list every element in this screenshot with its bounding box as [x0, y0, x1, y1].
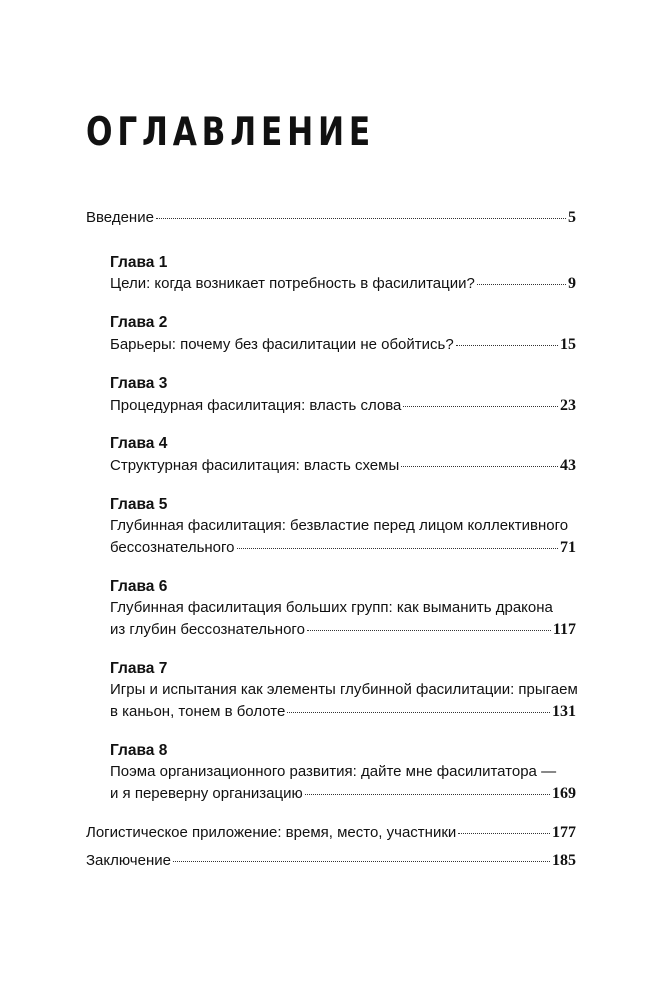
chapter-heading: Глава 6: [110, 578, 168, 595]
toc-page-number: 169: [552, 785, 576, 802]
toc-page-number: 117: [552, 621, 576, 638]
chapter-heading: Глава 2: [110, 314, 168, 331]
chapter-heading: Глава 3: [110, 375, 168, 392]
toc-entry-conclusion[interactable]: [86, 851, 576, 871]
chapter-heading: Глава 4: [110, 435, 168, 452]
chapter-heading: Глава 8: [110, 742, 168, 759]
toc-entry-label-line1: Поэма организационного развития: дайте мне фасилитатора —: [110, 763, 557, 780]
toc-entry-label-line1: Игры и испытания как элементы глубинной фасилитации: прыгаем: [110, 681, 578, 698]
toc-entry-label-line1: Глубинная фасилитация: безвластие перед лицом коллективного: [110, 517, 569, 534]
toc-entry-label: Структурная фасилитация: власть схемы: [110, 457, 400, 474]
toc-entry-chapter-1[interactable]: [110, 274, 576, 294]
chapter-heading: Глава 7: [110, 660, 168, 677]
toc-entry-chapter-8[interactable]: [110, 784, 576, 804]
toc-entry-chapter-2[interactable]: [110, 335, 576, 355]
dot-leader: [307, 629, 551, 631]
toc-entry-chapter-5[interactable]: [110, 538, 576, 558]
toc-page-number: 43: [560, 457, 576, 474]
toc-entry-appendix[interactable]: [86, 823, 576, 843]
chapter-heading: Глава 1: [110, 254, 168, 271]
toc-entry-chapter-6[interactable]: [110, 620, 576, 640]
toc-entry-label: Введение: [86, 209, 154, 226]
toc-entry-label: Заключение: [86, 852, 171, 869]
dot-leader: [456, 344, 558, 346]
toc-entry-chapter-7[interactable]: [110, 702, 576, 722]
dot-leader: [458, 832, 550, 834]
toc-entry-chapter-4[interactable]: [110, 456, 576, 476]
toc-entry-label: Цели: когда возникает потребность в фасилитации?: [110, 275, 475, 292]
dot-leader: [237, 547, 558, 549]
toc-entry-label: Барьеры: почему без фасилитации не обойтись?: [110, 336, 454, 353]
dot-leader: [156, 217, 566, 219]
dot-leader: [401, 465, 558, 467]
toc-entry-label: Логистическое приложение: время, место, участники: [86, 824, 457, 841]
toc-entry-label: из глубин бессознательного: [110, 621, 305, 638]
dot-leader: [287, 711, 550, 713]
toc-entry-label: и я переверну организацию: [110, 785, 303, 802]
toc-page-number: 185: [552, 852, 576, 869]
toc-entry-label: в каньон, тонем в болоте: [110, 703, 286, 720]
dot-leader: [173, 860, 550, 862]
toc-page-number: 177: [552, 824, 576, 841]
toc-entry-chapter-3[interactable]: [110, 396, 576, 416]
toc-entry-label: бессознательного: [110, 539, 235, 556]
dot-leader: [403, 405, 558, 407]
toc-page-number: 9: [568, 275, 576, 292]
toc-entry-label: Процедурная фасилитация: власть слова: [110, 397, 402, 414]
toc-entry-label-line1: Глубинная фасилитация больших групп: как выманить дракона: [110, 599, 553, 616]
toc-page-number: 15: [560, 336, 576, 353]
toc-page-number: 131: [552, 703, 576, 720]
toc-entry-intro[interactable]: [86, 208, 576, 228]
chapter-heading: Глава 5: [110, 496, 168, 513]
dot-leader: [477, 283, 566, 285]
dot-leader: [305, 793, 550, 795]
page-title: ОГЛАВЛЕНИЕ: [86, 110, 376, 155]
toc-page-number: 71: [560, 539, 576, 556]
toc-page-number: 23: [560, 397, 576, 414]
toc-page-number: 5: [568, 209, 576, 226]
